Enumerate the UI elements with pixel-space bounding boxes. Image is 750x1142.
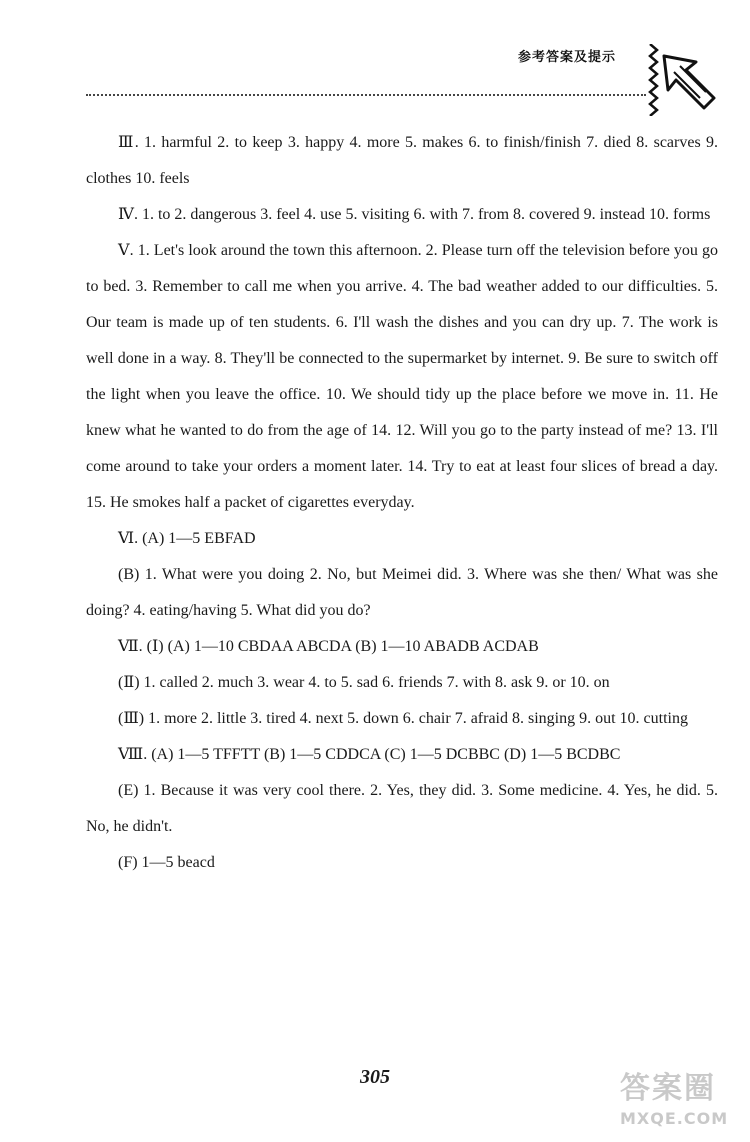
watermark-url: MXQE.COM [620, 1109, 729, 1128]
header-dotted-divider [86, 94, 646, 96]
answer-section-7-i: Ⅶ. (Ⅰ) (A) 1—10 CBDAA ABCDA (B) 1—10 ABADB ACDAB [118, 638, 539, 655]
answer-section-4: Ⅳ. 1. to 2. dangerous 3. feel 4. use 5. visiting 6. with 7. from 8. covered 9. instead 10. forms [118, 206, 711, 223]
watermark-logo [620, 1070, 740, 1138]
answer-section-6a: Ⅵ. (A) 1—5 EBFAD [118, 530, 256, 547]
watermark-chinese: 答案圈 [620, 1071, 716, 1106]
arrow-up-left-icon [660, 52, 718, 112]
zigzag-border-icon [646, 44, 660, 116]
answer-section-3: Ⅲ. 1. harmful 2. to keep 3. happy 4. more 5. makes 6. to finish/finish 7. died 8. scarves 9. clothes 10. feels [86, 134, 718, 187]
answer-section-8a-d: Ⅷ. (A) 1—5 TFFTT (B) 1—5 CDDCA (C) 1—5 DCBBC (D) 1—5 BCDBC [118, 746, 621, 763]
page-number: 305 [360, 1066, 390, 1088]
answer-section-7-ii: (Ⅱ) 1. called 2. much 3. wear 4. to 5. sad 6. friends 7. with 8. ask 9. or 10. on [118, 674, 610, 691]
header-title: 参考答案及提示 [518, 50, 617, 65]
answer-section-8e: (E) 1. Because it was very cool there. 2. Yes, they did. 3. Some medicine. 4. Yes, he did. 5. No, he didn't. [86, 782, 718, 835]
answer-section-8f: (F) 1—5 beacd [118, 854, 215, 871]
answer-section-7-iii: (Ⅲ) 1. more 2. little 3. tired 4. next 5. down 6. chair 7. afraid 8. singing 9. out 10. cutting [118, 710, 688, 727]
answer-section-5: Ⅴ. 1. Let's look around the town this afternoon. 2. Please turn off the television before you go to bed. 3. Remember to call me when you arrive. 4. The bad weather added to our difficulties. 5. Our team is made up of ten students. 6. I'll wash the dishes and you can dry up. 7. The work is well done in a way. 8. They'll be connected to the supermarket by internet. 9. Be sure to switch off the light when you leave the office. 10. We should tidy up the place before we move in. 11. He knew what he wanted to do from the age of 14. 12. Will you go to the party instead of me? 13. I'll come around to take your orders a moment later. 14. Try to eat at least four slices of bread a day. 15. He smokes half a packet of cigarettes everyday. [86, 242, 718, 511]
answer-content [86, 125, 718, 881]
answer-section-6b: (B) 1. What were you doing 2. No, but Meimei did. 3. Where was she then/ What was she doing? 4. eating/having 5. What did you do? [86, 566, 718, 619]
